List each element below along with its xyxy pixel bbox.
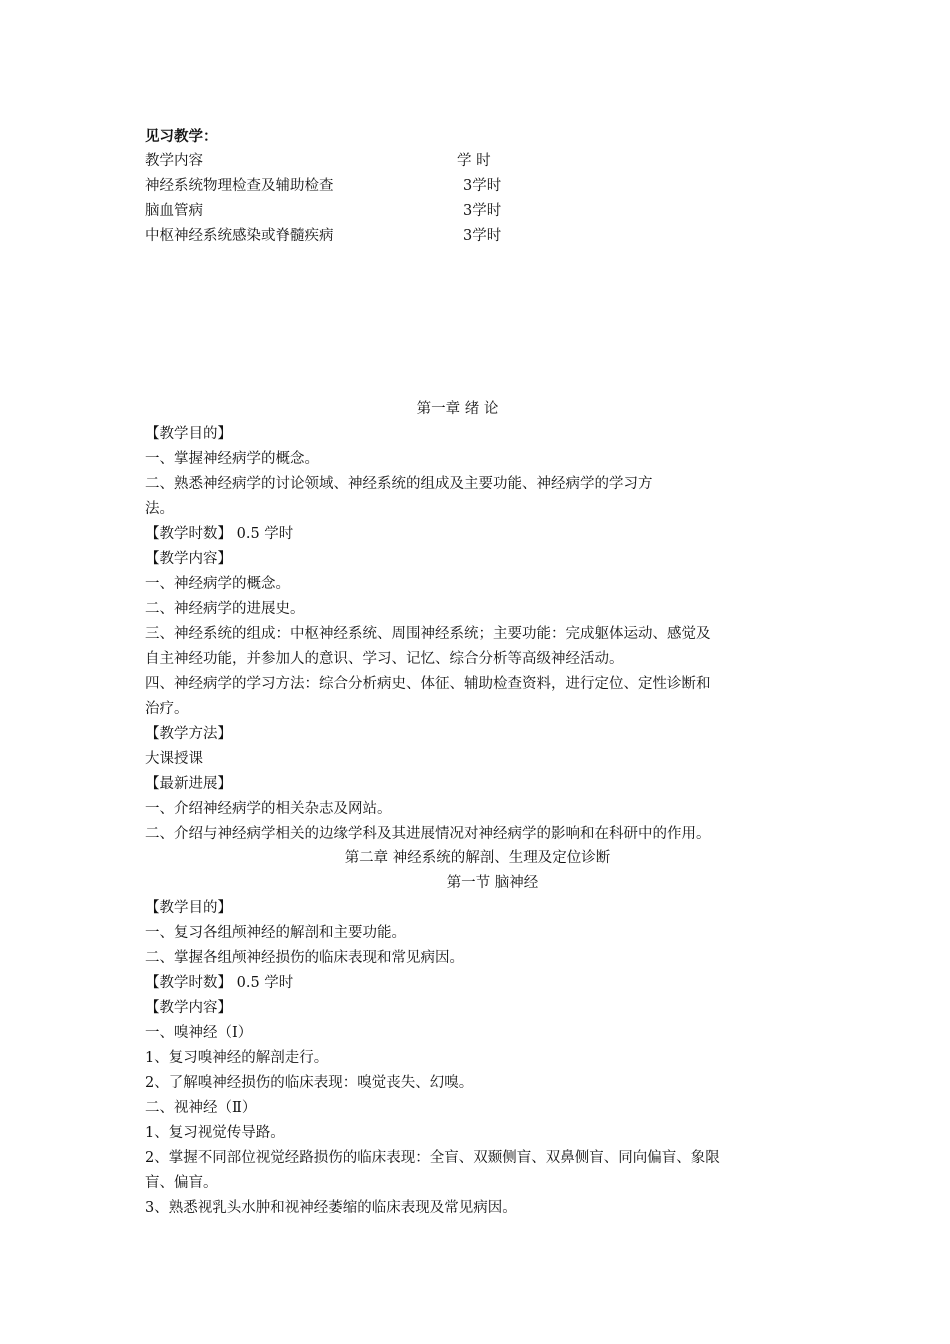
text-line: 治疗。 bbox=[145, 701, 189, 717]
text-line: 1、复习嗅神经的解剖走行。 bbox=[145, 1050, 329, 1066]
text-line: 【教学时数】 0.5 学时 bbox=[145, 975, 294, 991]
text-line: 1、复习视觉传导路。 bbox=[145, 1125, 285, 1141]
chapter-2-title: 第二章 神经系统的解剖、生理及定位诊断 bbox=[344, 850, 611, 866]
text-line: 【最新进展】 bbox=[145, 776, 232, 792]
text-line: 盲、偏盲。 bbox=[145, 1175, 218, 1191]
text-line: 二、掌握各组颅神经损伤的临床表现和常见病因。 bbox=[145, 950, 464, 966]
practice-row bbox=[145, 174, 810, 199]
text-line: 【教学方法】 bbox=[145, 726, 232, 742]
text-line: 【教学目的】 bbox=[145, 900, 232, 916]
text-line: 二、视神经（Ⅱ） bbox=[145, 1100, 257, 1116]
practice-hours: 3学时 bbox=[463, 203, 502, 219]
text-line: 【教学时数】 0.5 学时 bbox=[145, 526, 294, 542]
text-line: 自主神经功能，并参加人的意识、学习、记忆、综合分析等高级神经活动。 bbox=[145, 651, 624, 667]
text-line: 二、熟悉神经病学的讨论领域、神经系统的组成及主要功能、神经病学的学习方 bbox=[145, 476, 653, 492]
chapter-1 bbox=[145, 397, 810, 847]
header-hours: 学 时 bbox=[457, 153, 491, 169]
text-line: 四、神经病学的学习方法：综合分析病史、体征、辅助检查资料，进行定位、定性诊断和 bbox=[145, 676, 711, 692]
chapter-1-title: 第一章 绪 论 bbox=[416, 401, 499, 417]
text-line: 【教学目的】 bbox=[145, 426, 232, 442]
practice-header-row bbox=[145, 149, 810, 174]
text-line: 一、掌握神经病学的概念。 bbox=[145, 451, 319, 467]
text-line: 一、介绍神经病学的相关杂志及网站。 bbox=[145, 801, 392, 817]
text-line: 2、了解嗅神经损伤的临床表现：嗅觉丧失、幻嗅。 bbox=[145, 1075, 474, 1091]
text-line: 一、神经病学的概念。 bbox=[145, 576, 290, 592]
practice-heading: 见习教学： bbox=[145, 128, 218, 145]
text-line: 二、神经病学的进展史。 bbox=[145, 601, 305, 617]
text-line: 【教学内容】 bbox=[145, 1000, 232, 1016]
text-line: 一、复习各组颅神经的解剖和主要功能。 bbox=[145, 925, 406, 941]
practice-hours: 3学时 bbox=[463, 228, 502, 244]
text-line: 3、熟悉视乳头水肿和视神经萎缩的临床表现及常见病因。 bbox=[145, 1200, 517, 1216]
practice-teaching-section bbox=[145, 124, 810, 249]
practice-row bbox=[145, 199, 810, 224]
text-line: 【教学内容】 bbox=[145, 551, 232, 567]
practice-row bbox=[145, 224, 810, 249]
practice-item: 中枢神经系统感染或脊髓疾病 bbox=[145, 228, 334, 244]
section-1-title: 第一节 脑神经 bbox=[446, 875, 539, 891]
text-line: 大课授课 bbox=[145, 751, 203, 767]
practice-hours: 3学时 bbox=[463, 178, 502, 194]
text-line: 2、掌握不同部位视觉经路损伤的临床表现：全盲、双颞侧盲、双鼻侧盲、同向偏盲、象限 bbox=[145, 1150, 720, 1166]
practice-item: 脑血管病 bbox=[145, 203, 203, 219]
header-content: 教学内容 bbox=[145, 153, 203, 169]
text-line: 二、介绍与神经病学相关的边缘学科及其进展情况对神经病学的影响和在科研中的作用。 bbox=[145, 826, 711, 842]
chapter-2 bbox=[145, 846, 810, 1221]
text-line: 法。 bbox=[145, 501, 174, 517]
text-line: 三、神经系统的组成：中枢神经系统、周围神经系统；主要功能：完成躯体运动、感觉及 bbox=[145, 626, 711, 642]
text-line: 一、嗅神经（Ⅰ） bbox=[145, 1025, 253, 1041]
practice-item: 神经系统物理检查及辅助检查 bbox=[145, 178, 334, 194]
